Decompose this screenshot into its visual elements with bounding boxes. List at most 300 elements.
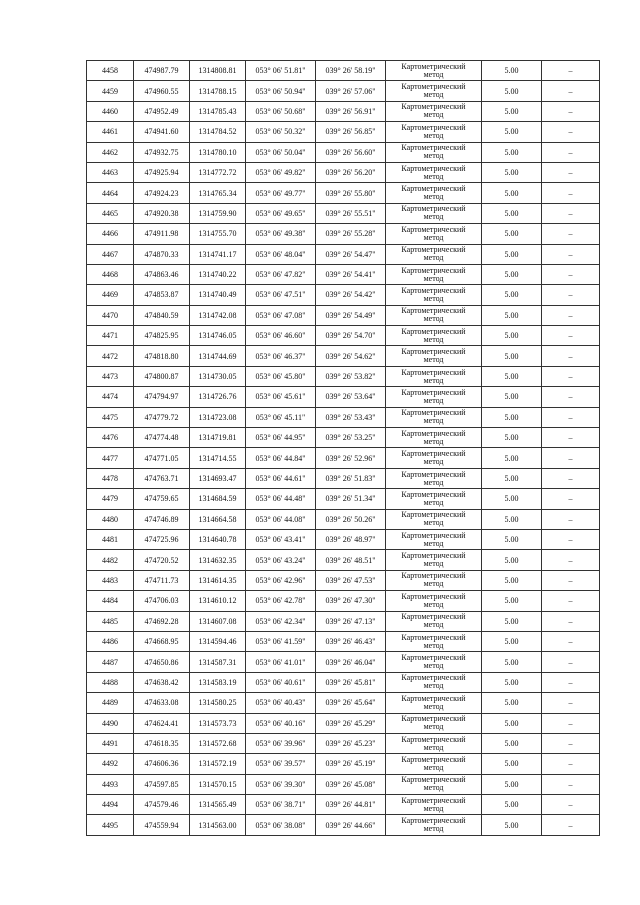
longitude-cell: 039° 26' 50.26" <box>316 509 386 529</box>
latitude-cell: 053° 06' 50.94" <box>246 81 316 101</box>
table-row <box>87 754 600 774</box>
y-coordinate-cell: 1314719.81 <box>190 428 246 448</box>
longitude-cell: 039° 26' 48.51" <box>316 550 386 570</box>
method-line-1: Картометрический <box>401 714 466 724</box>
latitude-cell: 053° 06' 39.30" <box>246 774 316 794</box>
longitude-cell: 039° 26' 45.08" <box>316 774 386 794</box>
latitude-cell: 053° 06' 44.61" <box>246 468 316 488</box>
method-line-2: метод <box>423 151 444 161</box>
latitude-cell: 053° 06' 40.16" <box>246 713 316 733</box>
longitude-cell: 039° 26' 54.49" <box>316 305 386 325</box>
table-row <box>87 162 600 182</box>
x-coordinate-cell: 474725.96 <box>134 529 190 549</box>
precision-cell: 5.00 <box>482 264 542 284</box>
longitude-cell: 039° 26' 51.34" <box>316 489 386 509</box>
method-line-1: Картометрический <box>401 143 466 153</box>
table-row <box>87 326 600 346</box>
table-row <box>87 815 600 835</box>
method-cell <box>386 774 482 794</box>
table-row <box>87 346 600 366</box>
precision-cell: 5.00 <box>482 142 542 162</box>
description-cell: – <box>542 550 600 570</box>
longitude-cell: 039° 26' 53.43" <box>316 407 386 427</box>
y-coordinate-cell: 1314632.35 <box>190 550 246 570</box>
longitude-cell: 039° 26' 54.70" <box>316 326 386 346</box>
method-cell <box>386 795 482 815</box>
x-coordinate-cell: 474794.97 <box>134 387 190 407</box>
method-line-2: метод <box>423 232 444 242</box>
method-line-2: метод <box>423 375 444 385</box>
description-cell: – <box>542 815 600 835</box>
x-coordinate-cell: 474863.46 <box>134 264 190 284</box>
latitude-cell: 053° 06' 49.38" <box>246 224 316 244</box>
table-row <box>87 122 600 142</box>
longitude-cell: 039° 26' 54.62" <box>316 346 386 366</box>
description-cell: – <box>542 81 600 101</box>
description-cell: – <box>542 122 600 142</box>
description-cell: – <box>542 652 600 672</box>
y-coordinate-cell: 1314614.35 <box>190 570 246 590</box>
table-row <box>87 183 600 203</box>
method-line-1: Картометрический <box>401 102 466 112</box>
latitude-cell: 053° 06' 45.61" <box>246 387 316 407</box>
x-coordinate-cell: 474779.72 <box>134 407 190 427</box>
point-number-cell: 4461 <box>87 122 134 142</box>
precision-cell: 5.00 <box>482 346 542 366</box>
longitude-cell: 039° 26' 47.53" <box>316 570 386 590</box>
x-coordinate-cell: 474941.60 <box>134 122 190 142</box>
point-number-cell: 4479 <box>87 489 134 509</box>
description-cell: – <box>542 672 600 692</box>
longitude-cell: 039° 26' 56.91" <box>316 101 386 121</box>
method-line-2: метод <box>423 253 444 263</box>
longitude-cell: 039° 26' 54.42" <box>316 285 386 305</box>
y-coordinate-cell: 1314741.17 <box>190 244 246 264</box>
description-cell: – <box>542 733 600 753</box>
point-number-cell: 4483 <box>87 570 134 590</box>
method-line-2: метод <box>423 762 444 772</box>
description-cell: – <box>542 509 600 529</box>
x-coordinate-cell: 474932.75 <box>134 142 190 162</box>
longitude-cell: 039° 26' 54.41" <box>316 264 386 284</box>
point-number-cell: 4473 <box>87 366 134 386</box>
table-row <box>87 224 600 244</box>
y-coordinate-cell: 1314785.43 <box>190 101 246 121</box>
description-cell: – <box>542 428 600 448</box>
y-coordinate-cell: 1314580.25 <box>190 693 246 713</box>
latitude-cell: 053° 06' 47.82" <box>246 264 316 284</box>
point-number-cell: 4478 <box>87 468 134 488</box>
description-cell: – <box>542 713 600 733</box>
latitude-cell: 053° 06' 42.34" <box>246 611 316 631</box>
method-cell <box>386 244 482 264</box>
x-coordinate-cell: 474759.65 <box>134 489 190 509</box>
y-coordinate-cell: 1314755.70 <box>190 224 246 244</box>
description-cell: – <box>542 285 600 305</box>
description-cell: – <box>542 407 600 427</box>
precision-cell: 5.00 <box>482 244 542 264</box>
x-coordinate-cell: 474818.80 <box>134 346 190 366</box>
y-coordinate-cell: 1314573.73 <box>190 713 246 733</box>
longitude-cell: 039° 26' 53.64" <box>316 387 386 407</box>
method-line-2: метод <box>423 803 444 813</box>
description-cell: – <box>542 570 600 590</box>
method-line-1: Картометрический <box>401 82 466 92</box>
method-line-1: Картометрический <box>401 469 466 479</box>
table-row <box>87 264 600 284</box>
description-cell: – <box>542 346 600 366</box>
precision-cell: 5.00 <box>482 101 542 121</box>
point-number-cell: 4469 <box>87 285 134 305</box>
method-cell <box>386 101 482 121</box>
x-coordinate-cell: 474920.38 <box>134 203 190 223</box>
precision-cell: 5.00 <box>482 815 542 835</box>
longitude-cell: 039° 26' 55.28" <box>316 224 386 244</box>
x-coordinate-cell: 474763.71 <box>134 468 190 488</box>
y-coordinate-cell: 1314583.19 <box>190 672 246 692</box>
method-line-2: метод <box>423 192 444 202</box>
method-cell <box>386 224 482 244</box>
point-number-cell: 4474 <box>87 387 134 407</box>
x-coordinate-cell: 474825.95 <box>134 326 190 346</box>
description-cell: – <box>542 529 600 549</box>
latitude-cell: 053° 06' 45.80" <box>246 366 316 386</box>
point-number-cell: 4467 <box>87 244 134 264</box>
table-row <box>87 652 600 672</box>
table-row <box>87 570 600 590</box>
point-number-cell: 4491 <box>87 733 134 753</box>
method-line-2: метод <box>423 538 444 548</box>
latitude-cell: 053° 06' 49.82" <box>246 162 316 182</box>
method-line-2: метод <box>423 559 444 569</box>
method-line-1: Картометрический <box>401 734 466 744</box>
method-line-1: Картометрический <box>401 571 466 581</box>
x-coordinate-cell: 474771.05 <box>134 448 190 468</box>
longitude-cell: 039° 26' 52.96" <box>316 448 386 468</box>
x-coordinate-cell: 474925.94 <box>134 162 190 182</box>
method-line-1: Картометрический <box>401 408 466 418</box>
description-cell: – <box>542 326 600 346</box>
precision-cell: 5.00 <box>482 285 542 305</box>
method-cell <box>386 203 482 223</box>
method-line-2: метод <box>423 110 444 120</box>
method-line-1: Картометрический <box>401 285 466 295</box>
y-coordinate-cell: 1314744.69 <box>190 346 246 366</box>
y-coordinate-cell: 1314640.78 <box>190 529 246 549</box>
description-cell: – <box>542 224 600 244</box>
latitude-cell: 053° 06' 50.68" <box>246 101 316 121</box>
precision-cell: 5.00 <box>482 570 542 590</box>
y-coordinate-cell: 1314788.15 <box>190 81 246 101</box>
latitude-cell: 053° 06' 44.84" <box>246 448 316 468</box>
y-coordinate-cell: 1314693.47 <box>190 468 246 488</box>
longitude-cell: 039° 26' 48.97" <box>316 529 386 549</box>
y-coordinate-cell: 1314607.08 <box>190 611 246 631</box>
method-cell <box>386 509 482 529</box>
longitude-cell: 039° 26' 47.30" <box>316 591 386 611</box>
method-cell <box>386 61 482 81</box>
point-number-cell: 4477 <box>87 448 134 468</box>
table-row <box>87 611 600 631</box>
table-row <box>87 61 600 81</box>
point-number-cell: 4458 <box>87 61 134 81</box>
method-cell <box>386 387 482 407</box>
y-coordinate-cell: 1314772.72 <box>190 162 246 182</box>
longitude-cell: 039° 26' 58.19" <box>316 61 386 81</box>
table-row <box>87 407 600 427</box>
longitude-cell: 039° 26' 53.82" <box>316 366 386 386</box>
method-cell <box>386 672 482 692</box>
y-coordinate-cell: 1314742.08 <box>190 305 246 325</box>
method-cell <box>386 550 482 570</box>
point-number-cell: 4466 <box>87 224 134 244</box>
method-line-2: метод <box>423 477 444 487</box>
precision-cell: 5.00 <box>482 672 542 692</box>
method-cell <box>386 183 482 203</box>
table-row <box>87 672 600 692</box>
description-cell: – <box>542 203 600 223</box>
method-cell <box>386 122 482 142</box>
table-row <box>87 795 600 815</box>
method-cell <box>386 611 482 631</box>
y-coordinate-cell: 1314563.00 <box>190 815 246 835</box>
method-cell <box>386 591 482 611</box>
description-cell: – <box>542 774 600 794</box>
precision-cell: 5.00 <box>482 122 542 142</box>
table-row <box>87 285 600 305</box>
precision-cell: 5.00 <box>482 713 542 733</box>
point-number-cell: 4494 <box>87 795 134 815</box>
table-row <box>87 366 600 386</box>
method-line-1: Картометрический <box>401 163 466 173</box>
point-number-cell: 4481 <box>87 529 134 549</box>
method-line-2: метод <box>423 212 444 222</box>
method-cell <box>386 448 482 468</box>
precision-cell: 5.00 <box>482 550 542 570</box>
table-row <box>87 550 600 570</box>
longitude-cell: 039° 26' 45.29" <box>316 713 386 733</box>
method-line-1: Картометрический <box>401 632 466 642</box>
longitude-cell: 039° 26' 56.20" <box>316 162 386 182</box>
point-number-cell: 4488 <box>87 672 134 692</box>
point-number-cell: 4476 <box>87 428 134 448</box>
method-cell <box>386 489 482 509</box>
precision-cell: 5.00 <box>482 366 542 386</box>
precision-cell: 5.00 <box>482 774 542 794</box>
method-line-1: Картометрический <box>401 816 466 826</box>
method-line-1: Картометрический <box>401 693 466 703</box>
y-coordinate-cell: 1314784.52 <box>190 122 246 142</box>
table-row <box>87 713 600 733</box>
method-line-2: метод <box>423 314 444 324</box>
precision-cell: 5.00 <box>482 591 542 611</box>
description-cell: – <box>542 101 600 121</box>
table-row <box>87 489 600 509</box>
latitude-cell: 053° 06' 48.04" <box>246 244 316 264</box>
description-cell: – <box>542 754 600 774</box>
longitude-cell: 039° 26' 54.47" <box>316 244 386 264</box>
y-coordinate-cell: 1314610.12 <box>190 591 246 611</box>
point-number-cell: 4460 <box>87 101 134 121</box>
latitude-cell: 053° 06' 41.59" <box>246 631 316 651</box>
longitude-cell: 039° 26' 46.43" <box>316 631 386 651</box>
latitude-cell: 053° 06' 43.41" <box>246 529 316 549</box>
precision-cell: 5.00 <box>482 326 542 346</box>
method-cell <box>386 570 482 590</box>
method-cell <box>386 305 482 325</box>
point-number-cell: 4484 <box>87 591 134 611</box>
table-row <box>87 305 600 325</box>
y-coordinate-cell: 1314726.76 <box>190 387 246 407</box>
description-cell: – <box>542 366 600 386</box>
method-line-2: метод <box>423 130 444 140</box>
description-cell: – <box>542 489 600 509</box>
longitude-cell: 039° 26' 45.23" <box>316 733 386 753</box>
x-coordinate-cell: 474720.52 <box>134 550 190 570</box>
method-line-1: Картометрический <box>401 754 466 764</box>
method-line-2: метод <box>423 742 444 752</box>
y-coordinate-cell: 1314740.49 <box>190 285 246 305</box>
x-coordinate-cell: 474692.28 <box>134 611 190 631</box>
longitude-cell: 039° 26' 46.04" <box>316 652 386 672</box>
latitude-cell: 053° 06' 40.43" <box>246 693 316 713</box>
description-cell: – <box>542 693 600 713</box>
point-number-cell: 4486 <box>87 631 134 651</box>
method-line-1: Картометрический <box>401 449 466 459</box>
longitude-cell: 039° 26' 57.06" <box>316 81 386 101</box>
table-body <box>87 61 600 836</box>
latitude-cell: 053° 06' 39.96" <box>246 733 316 753</box>
point-number-cell: 4471 <box>87 326 134 346</box>
method-line-2: метод <box>423 293 444 303</box>
point-number-cell: 4489 <box>87 693 134 713</box>
precision-cell: 5.00 <box>482 509 542 529</box>
latitude-cell: 053° 06' 42.96" <box>246 570 316 590</box>
precision-cell: 5.00 <box>482 468 542 488</box>
method-line-1: Картометрический <box>401 591 466 601</box>
method-line-2: метод <box>423 395 444 405</box>
table-row <box>87 774 600 794</box>
method-line-1: Картометрический <box>401 61 466 71</box>
latitude-cell: 053° 06' 44.48" <box>246 489 316 509</box>
point-number-cell: 4480 <box>87 509 134 529</box>
table-row <box>87 693 600 713</box>
method-line-2: метод <box>423 457 444 467</box>
description-cell: – <box>542 61 600 81</box>
table-row <box>87 203 600 223</box>
point-number-cell: 4495 <box>87 815 134 835</box>
longitude-cell: 039° 26' 51.83" <box>316 468 386 488</box>
point-number-cell: 4493 <box>87 774 134 794</box>
method-cell <box>386 346 482 366</box>
table-row <box>87 591 600 611</box>
method-cell <box>386 407 482 427</box>
precision-cell: 5.00 <box>482 224 542 244</box>
longitude-cell: 039° 26' 56.60" <box>316 142 386 162</box>
longitude-cell: 039° 26' 53.25" <box>316 428 386 448</box>
x-coordinate-cell: 474706.03 <box>134 591 190 611</box>
x-coordinate-cell: 474840.59 <box>134 305 190 325</box>
description-cell: – <box>542 448 600 468</box>
method-line-1: Картометрический <box>401 795 466 805</box>
method-line-2: метод <box>423 783 444 793</box>
precision-cell: 5.00 <box>482 407 542 427</box>
table-row <box>87 101 600 121</box>
method-line-1: Картометрический <box>401 367 466 377</box>
method-line-1: Картометрический <box>401 184 466 194</box>
method-line-2: метод <box>423 661 444 671</box>
point-number-cell: 4465 <box>87 203 134 223</box>
latitude-cell: 053° 06' 50.04" <box>246 142 316 162</box>
table-row <box>87 529 600 549</box>
latitude-cell: 053° 06' 40.61" <box>246 672 316 692</box>
table-row <box>87 509 600 529</box>
method-cell <box>386 754 482 774</box>
latitude-cell: 053° 06' 50.32" <box>246 122 316 142</box>
y-coordinate-cell: 1314587.31 <box>190 652 246 672</box>
method-cell <box>386 264 482 284</box>
method-line-2: метод <box>423 355 444 365</box>
y-coordinate-cell: 1314664.58 <box>190 509 246 529</box>
y-coordinate-cell: 1314780.10 <box>190 142 246 162</box>
precision-cell: 5.00 <box>482 183 542 203</box>
x-coordinate-cell: 474633.08 <box>134 693 190 713</box>
method-cell <box>386 713 482 733</box>
description-cell: – <box>542 795 600 815</box>
point-number-cell: 4487 <box>87 652 134 672</box>
description-cell: – <box>542 611 600 631</box>
x-coordinate-cell: 474800.87 <box>134 366 190 386</box>
latitude-cell: 053° 06' 47.51" <box>246 285 316 305</box>
method-line-1: Картометрический <box>401 326 466 336</box>
precision-cell: 5.00 <box>482 162 542 182</box>
method-line-2: метод <box>423 497 444 507</box>
y-coordinate-cell: 1314765.34 <box>190 183 246 203</box>
precision-cell: 5.00 <box>482 611 542 631</box>
method-line-2: метод <box>423 824 444 834</box>
method-line-1: Картометрический <box>401 530 466 540</box>
method-cell <box>386 81 482 101</box>
table-row <box>87 733 600 753</box>
table-row <box>87 428 600 448</box>
method-line-2: метод <box>423 518 444 528</box>
method-cell <box>386 468 482 488</box>
point-number-cell: 4470 <box>87 305 134 325</box>
table-row <box>87 448 600 468</box>
x-coordinate-cell: 474579.46 <box>134 795 190 815</box>
description-cell: – <box>542 387 600 407</box>
method-line-2: метод <box>423 722 444 732</box>
precision-cell: 5.00 <box>482 733 542 753</box>
x-coordinate-cell: 474870.33 <box>134 244 190 264</box>
precision-cell: 5.00 <box>482 448 542 468</box>
longitude-cell: 039° 26' 45.19" <box>316 754 386 774</box>
y-coordinate-cell: 1314740.22 <box>190 264 246 284</box>
longitude-cell: 039° 26' 45.81" <box>316 672 386 692</box>
latitude-cell: 053° 06' 47.08" <box>246 305 316 325</box>
precision-cell: 5.00 <box>482 489 542 509</box>
coordinates-table <box>86 60 600 836</box>
method-line-2: метод <box>423 273 444 283</box>
point-number-cell: 4468 <box>87 264 134 284</box>
precision-cell: 5.00 <box>482 428 542 448</box>
x-coordinate-cell: 474746.89 <box>134 509 190 529</box>
x-coordinate-cell: 474960.55 <box>134 81 190 101</box>
table-row <box>87 468 600 488</box>
description-cell: – <box>542 162 600 182</box>
y-coordinate-cell: 1314572.19 <box>190 754 246 774</box>
description-cell: – <box>542 591 600 611</box>
